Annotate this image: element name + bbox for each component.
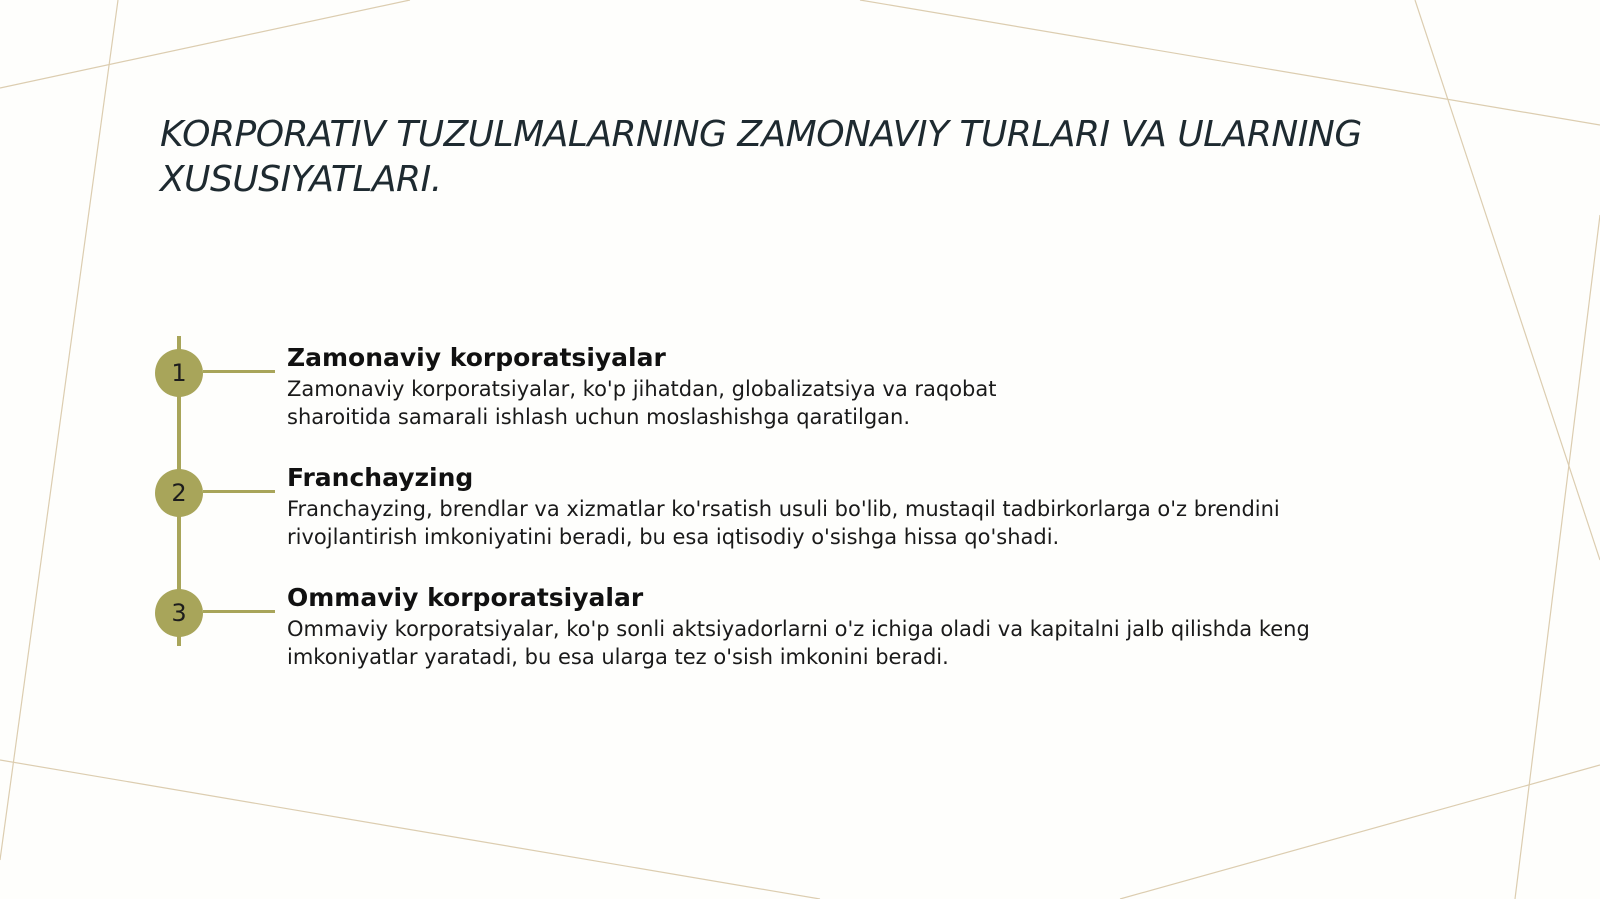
timeline-step-badge: 2 <box>155 469 203 517</box>
timeline-item <box>287 341 1387 431</box>
timeline-item-text: rivojlantirish imkoniyatini beradi, bu esa iqtisodiy o'sishga hissa qo'shadi. <box>287 525 1060 549</box>
timeline-item <box>287 461 1387 551</box>
timeline-item-text: sharoitida samarali ishlash uchun moslashishga qaratilgan. <box>287 405 911 429</box>
timeline-item-text: imkoniyatlar yaratadi, bu esa ularga tez o'sish imkonini beradi. <box>287 645 949 669</box>
timeline-connector <box>203 610 275 613</box>
timeline-item-title: Ommaviy korporatsiyalar <box>287 583 644 612</box>
timeline-item-text: Zamonaviy korporatsiyalar, ko'p jihatdan, globalizatsiya va raqobat <box>287 377 997 401</box>
timeline-item <box>287 581 1387 671</box>
timeline-item-title: Franchayzing <box>287 463 474 492</box>
timeline-item-title: Zamonaviy korporatsiyalar <box>287 343 666 372</box>
timeline-item-text: Ommaviy korporatsiyalar, ko'p sonli aktsiyadorlarni o'z ichiga oladi va kapitalni jalb qilishda keng <box>287 617 1310 641</box>
timeline-step-badge: 1 <box>155 349 203 397</box>
timeline-connector <box>203 490 275 493</box>
timeline-connector <box>203 370 275 373</box>
timeline-item-text: Franchayzing, brendlar va xizmatlar ko'rsatish usuli bo'lib, mustaqil tadbirkorlarga o'z brendini <box>287 497 1280 521</box>
timeline-step-badge: 3 <box>155 589 203 637</box>
page-title: KORPORATIV TUZULMALARNING ZAMONAVIY TURLARI VA ULARNING XUSUSIYATLARI. <box>160 114 1362 200</box>
